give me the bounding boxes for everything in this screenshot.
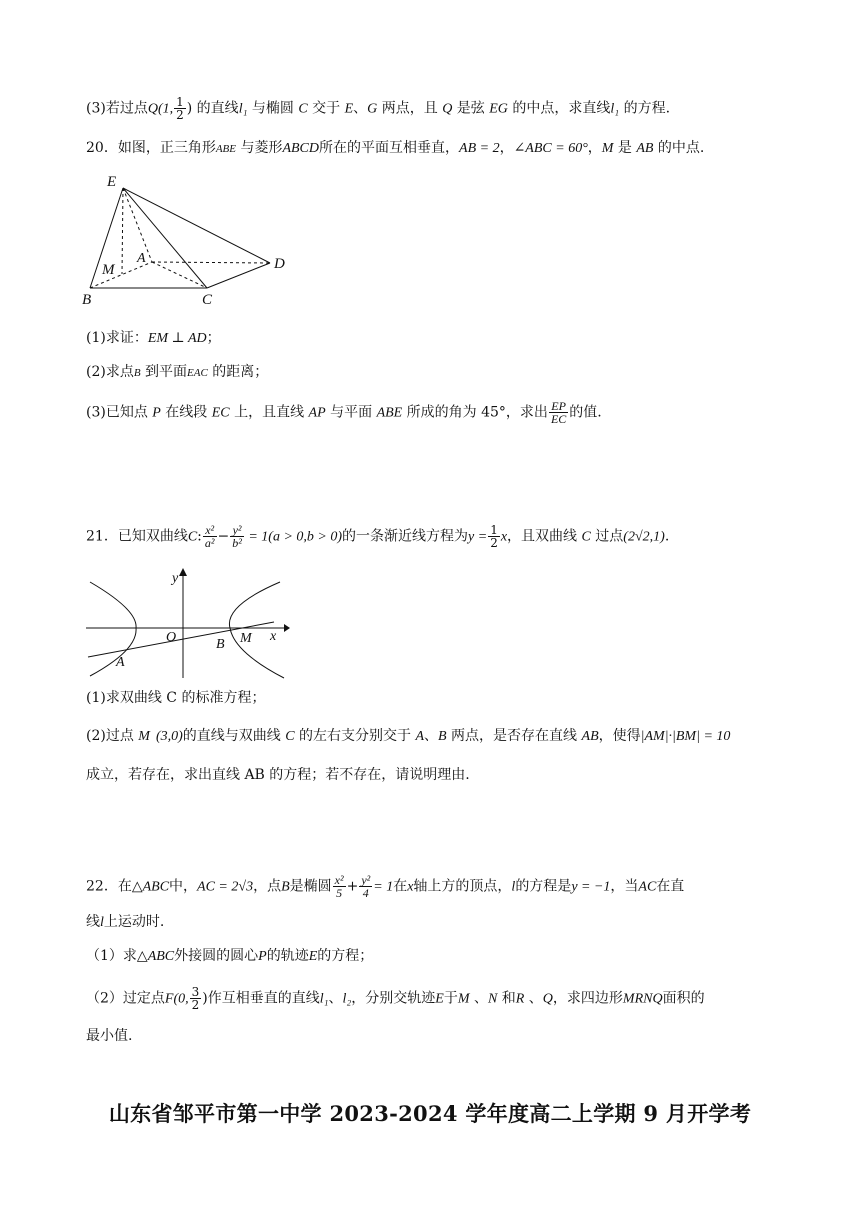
ratio-fraction: $\frac{EP}{EC}$: [550, 399, 567, 426]
fraction-3-2: $\frac{3}{2}$: [191, 985, 200, 1012]
q21-part2: (2)过点 M (3,0)的直线与双曲线 C 的左右支分别交于 A、B 两点，是否存在直线 AB，使得|AM|·|BM| = 10: [86, 728, 731, 744]
q22-stem-cont: 线l上运动时.: [86, 914, 165, 930]
edge-AD: [152, 262, 270, 263]
label-B: B: [216, 637, 225, 652]
q19-part3: (3)若过点Q(1, $\frac{1}{2}$ ) 的直线l₁ 与椭圆 C 交于 E、G 两点，且 Q 是弦 EG 的中点，求直线l₁ 的方程.: [86, 95, 671, 122]
label-O: O: [166, 630, 177, 645]
label-M: M: [240, 631, 252, 646]
q21-part2-cont: 成立，若存在，求出直线 AB 的方程；若不存在，请说明理由.: [86, 767, 470, 783]
exam-title: 山东省邹平市第一中学 2023-2024 学年度高二上学期 9 月开学考: [108, 1101, 752, 1126]
left-branch: [90, 582, 136, 676]
fraction: $\frac{1}{2}$: [176, 95, 184, 122]
edge-CD: [207, 263, 270, 288]
label-A: A: [116, 655, 125, 670]
label-A: A: [137, 251, 146, 266]
x2-over-a2: $\frac{\text{x²}}{\text{a²}}$: [204, 523, 215, 550]
q22-stem: 22．在△ABC中，AC = 2√3，点B是椭圆 $\frac{\text{x²}}{5}$ + $\frac{\text{y²}}{4}$ = 1在x轴上方的顶点，l的方程是y = −1，当AC在直: [86, 873, 685, 900]
q20-stem: 20．如图，正三角形ABE 与菱形ABCD所在的平面互相垂直，AB = 2，∠ABC = 60°，M 是 AB 的中点.: [86, 140, 705, 156]
q22-part2: （2）过定点F(0, $\frac{3}{2}$ )作互相垂直的直线l₁、l₂，分别交轨迹E于M 、N 和R 、Q，求四边形MRNQ面积的: [86, 985, 705, 1012]
y-axis-arrow: [179, 568, 187, 576]
q21-stem: 21．已知双曲线C: $\frac{\text{x²}}{\text{a²}}$ − $\frac{\text{y²}}{\text{b²}}$ = 1(a > 0,b > 0)的一条渐近线方程为y = $\frac{1}{2}$ x，且双曲线 C 过点(2√2,1).: [86, 523, 670, 550]
x2-over-5: $\frac{\text{x²}}{5}$: [334, 873, 344, 900]
label-D: D: [274, 256, 285, 272]
q21-part1: (1)求双曲线 C 的标准方程；: [86, 690, 266, 706]
label-y: y: [172, 571, 179, 586]
x-axis-arrow: [284, 624, 290, 632]
asymptote-slope: $\frac{1}{2}$: [490, 523, 498, 550]
y2-over-b2: $\frac{\text{y²}}{\text{b²}}$: [232, 523, 242, 550]
label-C: C: [202, 292, 213, 308]
label-E: E: [107, 174, 117, 190]
q20-part2: (2)求点B 到平面EAC 的距离；: [86, 364, 269, 380]
label-M: M: [102, 262, 115, 278]
q20-part3: (3)已知点 P 在线段 EC 上，且直线 AP 与平面 ABE 所成的角为 45°，求出 $\frac{EP}{EC}$ 的值.: [86, 399, 602, 426]
q22-part2-cont: 最小值.: [86, 1028, 133, 1044]
q20-part1: (1)求证：EM ⊥ AD；: [86, 330, 221, 346]
edge-AC: [152, 262, 207, 288]
label-x: x: [270, 629, 277, 644]
q21-hyperbola-figure: [84, 562, 294, 682]
label-B: B: [82, 292, 92, 308]
y2-over-4: $\frac{\text{y²}}{4}$: [361, 873, 371, 900]
q22-part1: （1）求△ABC外接圆的圆心P的轨迹E的方程；: [86, 948, 374, 964]
q20-pyramid-figure: [80, 168, 300, 310]
edge-EC: [123, 188, 207, 288]
edge-EM: [122, 188, 123, 274]
